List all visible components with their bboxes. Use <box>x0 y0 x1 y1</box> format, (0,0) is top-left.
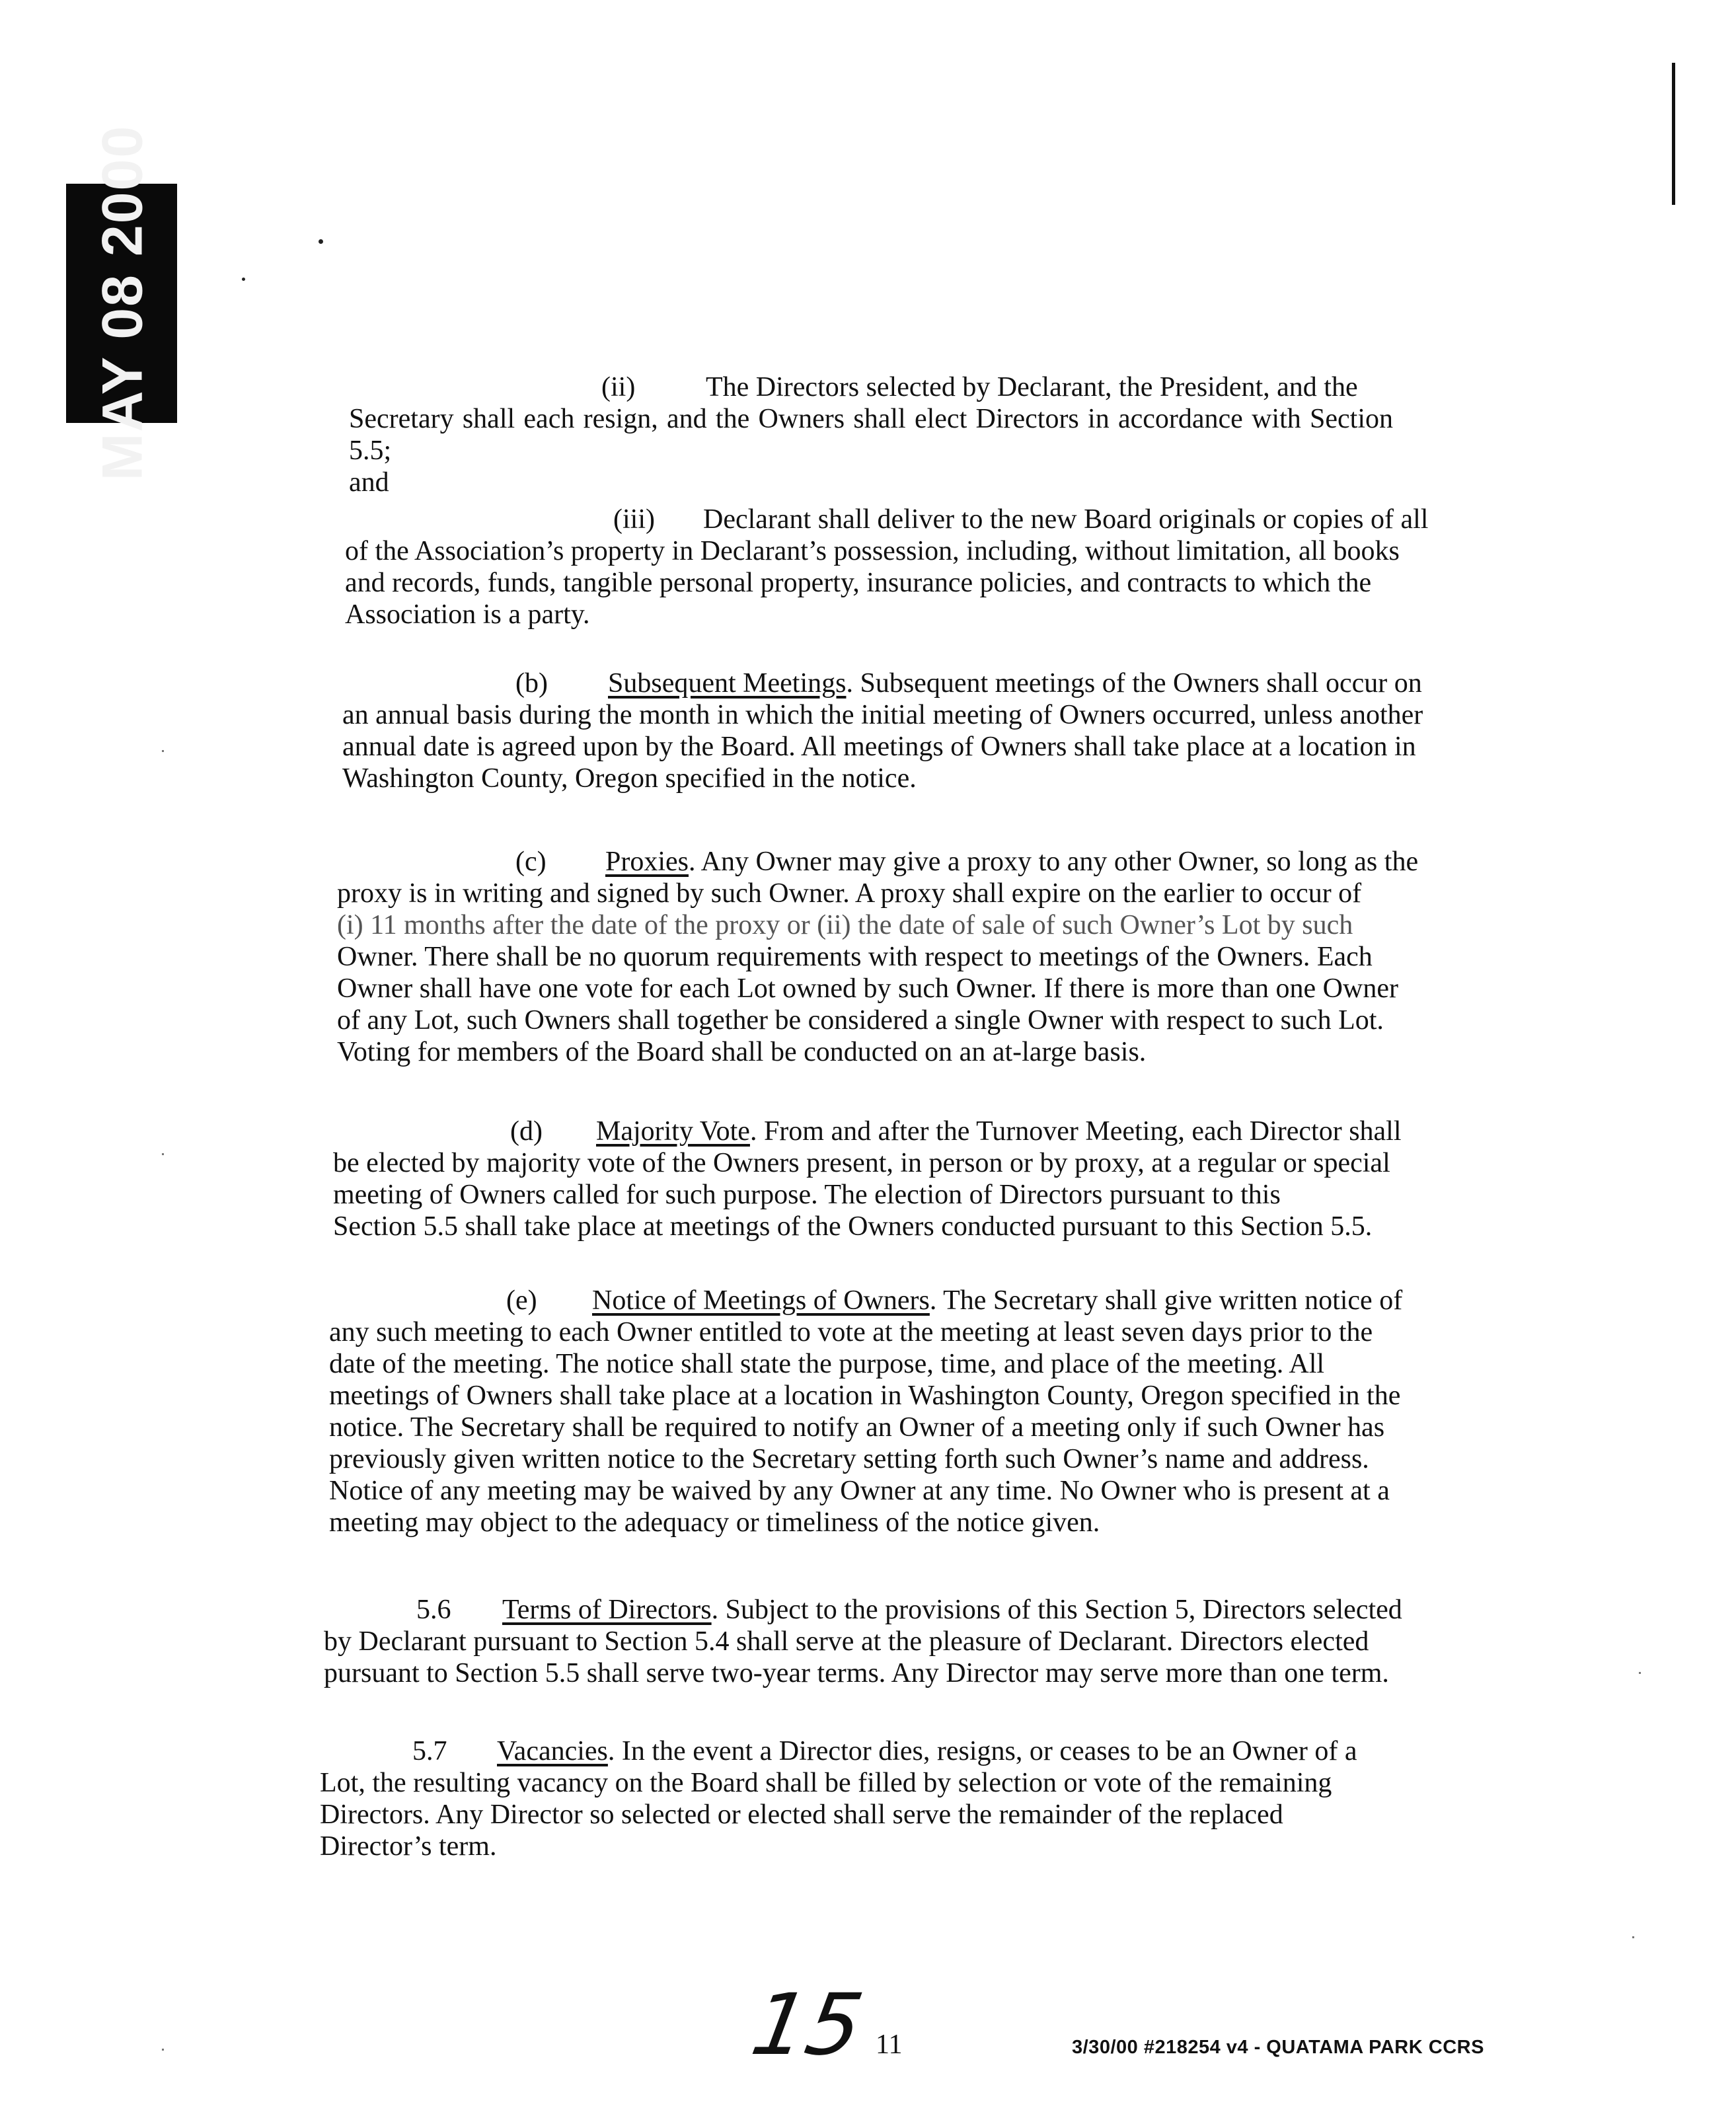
paragraph-line: Lot, the resulting vacancy on the Board shall be filled by selection or vote of the remaining <box>320 1768 1332 1798</box>
paragraph-line: . The Secretary shall give written notice of <box>929 1285 1403 1316</box>
paragraph-line: meetings of Owners shall take place at a location in Washington County, Oregon specified in the <box>329 1381 1401 1411</box>
paragraph-line: . From and after the Turnover Meeting, each Director shall <box>749 1116 1402 1147</box>
scan-speck <box>319 239 323 244</box>
paragraph-label: (iii) <box>613 504 655 535</box>
paragraph-iii <box>345 504 1463 630</box>
scan-speck <box>162 1153 164 1155</box>
paragraph-label: (ii) <box>601 372 636 402</box>
paragraph-line: notice. The Secretary shall be required to notify an Owner of a meeting only if such Owner has <box>329 1412 1385 1443</box>
paragraph-e <box>329 1285 1468 1538</box>
paragraph-line: Secretary shall each resign, and the Owners shall elect Directors in accordance with Section 5.5; <box>349 404 1393 466</box>
handwritten-page-number: 15 <box>744 1976 870 2074</box>
paragraph-heading: Subsequent Meetings <box>608 668 847 699</box>
paragraph-line: meeting may object to the adequacy or timeliness of the notice given. <box>329 1507 1100 1538</box>
paragraph-line: . Subsequent meetings of the Owners shall occur on <box>846 668 1422 699</box>
margin-rule <box>1672 63 1675 205</box>
paragraph-line: proxy is in writing and signed by such Owner. A proxy shall expire on the earlier to occur of <box>337 878 1362 909</box>
paragraph-line: The Directors selected by Declarant, the President, and the <box>706 372 1358 402</box>
date-stamp-text: MAY 08 2000 <box>91 124 155 481</box>
section-heading: Terms of Directors <box>502 1595 712 1625</box>
paragraph-line: and <box>349 467 389 498</box>
paragraph-heading: Notice of Meetings of Owners <box>592 1285 930 1316</box>
paragraph-line: Section 5.5 shall take place at meetings of the Owners conducted pursuant to this Section 5.5. <box>333 1211 1373 1242</box>
paragraph-line: be elected by majority vote of the Owners present, in person or by proxy, at a regular or special <box>333 1148 1390 1178</box>
paragraph-line: date of the meeting. The notice shall state the purpose, time, and place of the meeting. All <box>329 1349 1325 1379</box>
paragraph-line: any such meeting to each Owner entitled to vote at the meeting at least seven days prior to the <box>329 1317 1373 1347</box>
paragraph-line: Notice of any meeting may be waived by any Owner at any time. No Owner who is present at a <box>329 1476 1390 1506</box>
paragraph-label: (b) <box>515 668 548 699</box>
paragraph-line: and records, funds, tangible personal property, insurance policies, and contracts to which the <box>345 568 1372 598</box>
paragraph-b <box>342 667 1479 794</box>
section-5-6 <box>324 1594 1474 1689</box>
paragraph-c <box>337 846 1468 1068</box>
paragraph-line: pursuant to Section 5.5 shall serve two-year terms. Any Director may serve more than one term. <box>324 1658 1389 1688</box>
document-reference: 3/30/00 #218254 v4 - QUATAMA PARK CCRS <box>1072 2037 1484 2058</box>
page-number: 11 <box>876 2029 903 2060</box>
scan-speck <box>162 2049 164 2051</box>
paragraph-label: (d) <box>510 1116 543 1147</box>
paragraph-line: an annual basis during the month in which the initial meeting of Owners occurred, unless another <box>342 700 1423 730</box>
scan-speck <box>1632 1936 1634 1938</box>
paragraph-line: meeting of Owners called for such purpose. The election of Directors pursuant to this <box>333 1180 1281 1210</box>
paragraph-line: Directors. Any Director so selected or elected shall serve the remainder of the replaced <box>320 1799 1283 1830</box>
section-heading: Vacancies <box>497 1736 608 1766</box>
paragraph-line: Declarant shall deliver to the new Board originals or copies of all <box>703 504 1429 535</box>
paragraph-line: Washington County, Oregon specified in the notice. <box>342 763 917 794</box>
paragraph-d <box>333 1116 1467 1242</box>
scan-speck <box>162 750 164 752</box>
paragraph-label: (e) <box>506 1285 537 1316</box>
paragraph-line: Voting for members of the Board shall be conducted on an at-large basis. <box>337 1037 1147 1067</box>
paragraph-line: Director’s term. <box>320 1831 497 1862</box>
paragraph-line: of any Lot, such Owners shall together be considered a single Owner with respect to such Lot. <box>337 1005 1384 1036</box>
paragraph-label: (c) <box>515 847 547 877</box>
paragraph-line: . In the event a Director dies, resigns, or ceases to be an Owner of a <box>607 1736 1357 1766</box>
paragraph-line: . Any Owner may give a proxy to any other Owner, so long as the <box>689 847 1419 877</box>
paragraph-line: of the Association’s property in Declarant’s possession, including, without limitation, all books <box>345 536 1400 566</box>
paragraph-heading: Proxies <box>605 847 689 877</box>
paragraph-line: Association is a party. <box>345 599 590 630</box>
scan-speck <box>242 278 245 281</box>
paragraph-line: (i) 11 months after the date of the proxy or (ii) the date of sale of such Owner’s Lot by such <box>337 910 1353 940</box>
section-number: 5.7 <box>412 1736 447 1766</box>
section-number: 5.6 <box>416 1595 451 1625</box>
scan-speck <box>1639 1672 1641 1674</box>
section-5-7 <box>320 1735 1451 1862</box>
paragraph-line: by Declarant pursuant to Section 5.4 shall serve at the pleasure of Declarant. Directors elected <box>324 1626 1369 1657</box>
paragraph-line: previously given written notice to the Secretary setting forth such Owner’s name and address. <box>329 1444 1369 1474</box>
paragraph-line: Owner. There shall be no quorum requirements with respect to meetings of the Owners. Each <box>337 942 1373 972</box>
paragraph-ii <box>349 371 1393 498</box>
paragraph-line: . Subject to the provisions of this Section 5, Directors selected <box>711 1595 1402 1625</box>
paragraph-line: annual date is agreed upon by the Board. All meetings of Owners shall take place at a location in <box>342 732 1416 762</box>
paragraph-heading: Majority Vote <box>596 1116 750 1147</box>
paragraph-line: Owner shall have one vote for each Lot owned by such Owner. If there is more than one Owner <box>337 973 1398 1004</box>
